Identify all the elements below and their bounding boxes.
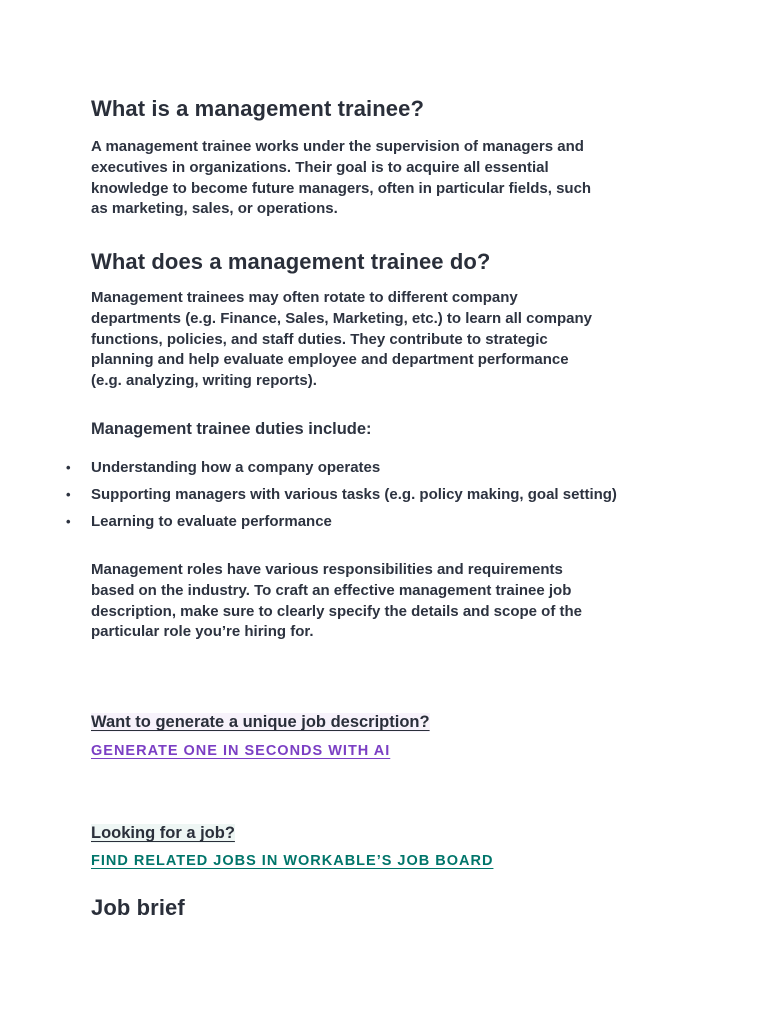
list-item-text: Understanding how a company operates [91, 459, 381, 476]
paragraph-what-is [91, 137, 691, 220]
job-board-link[interactable]: FIND RELATED JOBS IN WORKABLE’S JOB BOARD [91, 853, 494, 869]
generate-ai-link[interactable]: GENERATE ONE IN SECONDS WITH AI [91, 743, 391, 759]
paragraph-line: functions, policies, and staff duties. They contribute to strategic [91, 330, 548, 348]
duties-list [0, 458, 700, 538]
paragraph-line: based on the industry. To craft an effective management trainee job [91, 581, 572, 599]
list-item-text: Supporting managers with various tasks (e.g. policy making, goal setting) [91, 485, 617, 503]
job-question[interactable]: Looking for a job? [91, 824, 235, 842]
list-item [0, 458, 651, 479]
generate-question[interactable]: Want to generate a unique job description? [91, 713, 430, 731]
paragraph-line: description, make sure to clearly specify the details and scope of the [91, 602, 582, 620]
heading-what-does: What does a management trainee do? [91, 249, 491, 274]
paragraph-line: Management trainees may often rotate to different company [91, 289, 518, 306]
list-item [0, 512, 651, 533]
paragraph-line: knowledge to become future managers, often in particular fields, such [91, 179, 592, 197]
paragraph-line: planning and help evaluate employee and department performance [91, 351, 569, 369]
list-item [0, 485, 651, 506]
duties-heading: Management trainee duties include: [91, 420, 372, 438]
paragraph-line: Management roles have various responsibilities and requirements [91, 561, 563, 578]
paragraph-closing [91, 560, 691, 643]
bullet-icon: • [66, 513, 71, 529]
list-item-text: Learning to evaluate performance [91, 512, 332, 530]
paragraph-what-does [91, 288, 691, 392]
paragraph-line: departments (e.g. Finance, Sales, Marketing, etc.) to learn all company [91, 309, 592, 327]
paragraph-line: particular role you’re hiring for. [91, 623, 314, 641]
paragraph-line: (e.g. analyzing, writing reports). [91, 372, 317, 390]
paragraph-line: as marketing, sales, or operations. [91, 200, 338, 218]
bullet-icon: • [66, 486, 71, 502]
bullet-icon: • [66, 460, 71, 475]
paragraph-line: executives in organizations. Their goal is to acquire all essential [91, 158, 549, 176]
heading-job-brief: Job brief [91, 895, 185, 920]
paragraph-line: A management trainee works under the supervision of managers and [91, 138, 584, 155]
heading-what-is: What is a management trainee? [91, 96, 424, 121]
